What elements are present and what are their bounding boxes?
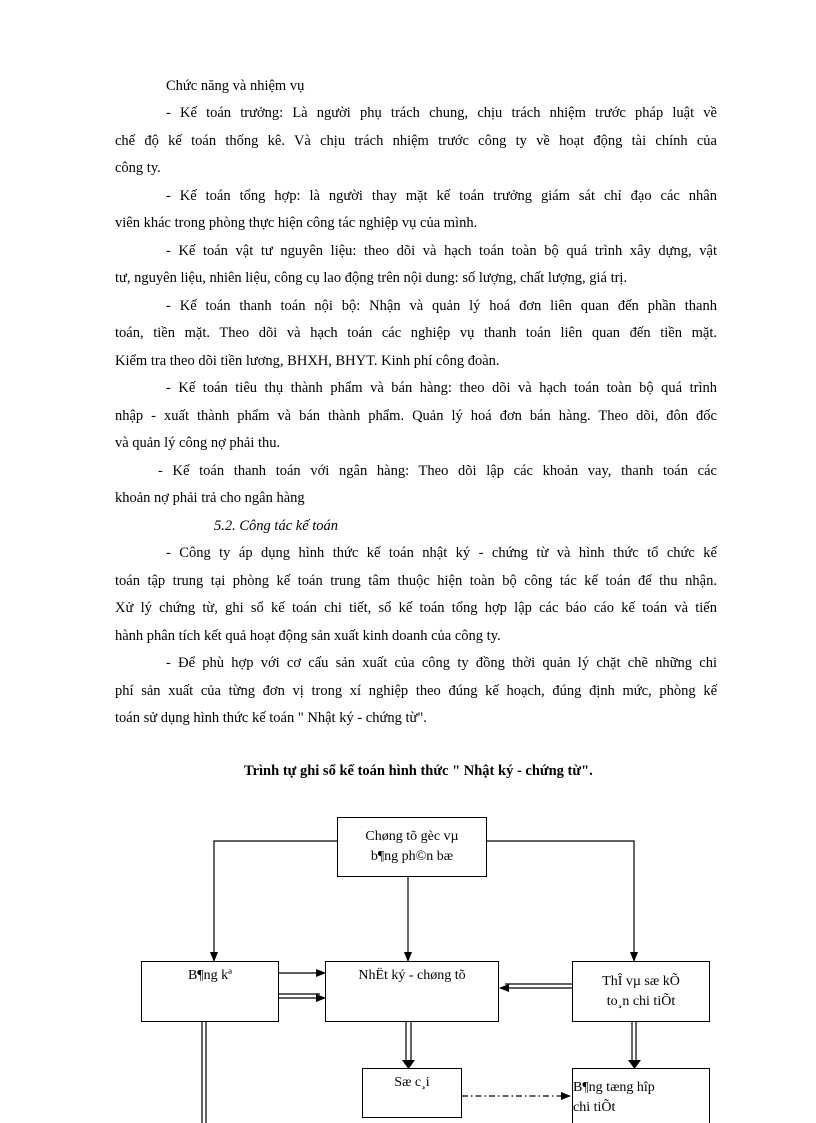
text-line: hành phân tích kết quả hoạt động sản xuất kinh doanh của công ty. xyxy=(115,628,501,644)
the-so-chi-tiet-box xyxy=(572,961,710,1022)
source-line-2: b¶ng ph©n bæ xyxy=(370,849,454,864)
the-so-line-2: to¸n chi tiÕt xyxy=(606,993,676,1009)
text-line: tư, nguyên liệu, nhiên liệu, công cụ lao động trên nội dung: số lượng, chất lượng, giá trị. xyxy=(115,270,628,286)
text-line: - Công ty áp dụng hình thức kế toán nhật ký - chứng từ và hình thức tổ chức kế xyxy=(166,545,717,561)
nhat-ky-label: NhËt ký - chøng tõ xyxy=(358,968,466,983)
text-line: - Kế toán tổng hợp: là người thay mặt kế toán trưởng giám sát chỉ đạo các nhân xyxy=(166,188,717,204)
text-line: và quản lý công nợ phải thu. xyxy=(115,435,281,451)
connector-source-theso xyxy=(486,841,634,961)
bang-tong-hop-chi-tiet-box xyxy=(572,1068,710,1123)
source-documents-box xyxy=(337,817,487,877)
text-line: - Kế toán trưởng: Là người phụ trách chung, chịu trách nhiệm trước pháp luật về xyxy=(166,105,717,121)
text-line: chế độ kế toán thống kê. Và chịu trách nhiệm trước công ty về hoạt động tài chính của xyxy=(115,133,717,149)
text-line: toán tập trung tại phòng kế toán trung tâm thuộc hiện toàn bộ công tác kế toán để thu nhận. xyxy=(115,573,717,589)
text-line: viên khác trong phòng thực hiện công tác nghiệp vụ của mình. xyxy=(115,215,478,231)
text-line: - Kế toán vật tư nguyên liệu: theo dõi và hạch toán toàn bộ quá trình xây dựng, vật xyxy=(166,243,717,259)
section-heading: 5.2. Công tác kế toán xyxy=(214,518,339,534)
nhat-ky-chung-tu-box xyxy=(325,961,499,1022)
text-line: - Kế toán tiêu thụ thành phẩm và bán hàng: theo dõi và hạch toán toàn bộ quá trình xyxy=(166,380,717,396)
text-line: Chức năng và nhiệm vụ xyxy=(166,78,305,94)
the-so-line-1: ThÎ vµ sæ kÕ xyxy=(602,973,680,989)
tong-hop-line-1: B¶ng tæng hîp xyxy=(573,1080,655,1095)
text-line: - Để phù hợp với cơ cấu sản xuất của công ty đồng thời quản lý chặt chẽ những chi xyxy=(166,655,717,671)
text-line: Xử lý chứng từ, ghi sổ kế toán chi tiết, sổ kế toán tổng hợp lập các báo cáo kế toán và tiến xyxy=(115,600,717,616)
text-line: khoản nợ phải trả cho ngân hàng xyxy=(115,490,305,506)
tong-hop-line-2: chi tiÕt xyxy=(573,1100,616,1115)
text-line: - Kế toán thanh toán với ngân hàng: Theo dõi lập các khoản vay, thanh toán các xyxy=(158,463,717,479)
text-line: phí sản xuất của từng đơn vị trong xí nghiệp theo đúng kế hoạch, đúng định mức, phòng kế xyxy=(115,683,717,699)
bang-ke-box xyxy=(141,961,279,1022)
so-cai-box xyxy=(362,1068,462,1118)
diagram-title: Trình tự ghi sổ kế toán hình thức " Nhật ký - chứng từ". xyxy=(244,763,593,779)
bang-ke-label: B¶ng kª xyxy=(187,968,233,983)
text-line: toán sử dụng hình thức kế toán " Nhật ký - chứng từ". xyxy=(115,710,427,726)
text-line: công ty. xyxy=(115,160,161,176)
text-line: toán, tiền mặt. Theo dõi và hạch toán các nghiệp vụ thanh toán liên quan đến tiền mặt. xyxy=(115,325,717,341)
text-line: - Kế toán thanh toán nội bộ: Nhận và quản lý hoá đơn liên quan đến phần thanh xyxy=(166,298,717,314)
connector-source-bangke xyxy=(214,841,337,961)
source-line-1: Chøng tõ gèc vµ xyxy=(365,829,459,844)
text-line: Kiểm tra theo dõi tiền lương, BHXH, BHYT. Kinh phí công đoàn. xyxy=(115,353,500,369)
text-line: nhập - xuất thành phẩm và bán thành phẩm. Quản lý hoá đơn bán hàng. Theo dõi, đôn đốc xyxy=(115,408,717,424)
so-cai-label: Sæ c¸i xyxy=(394,1075,430,1090)
